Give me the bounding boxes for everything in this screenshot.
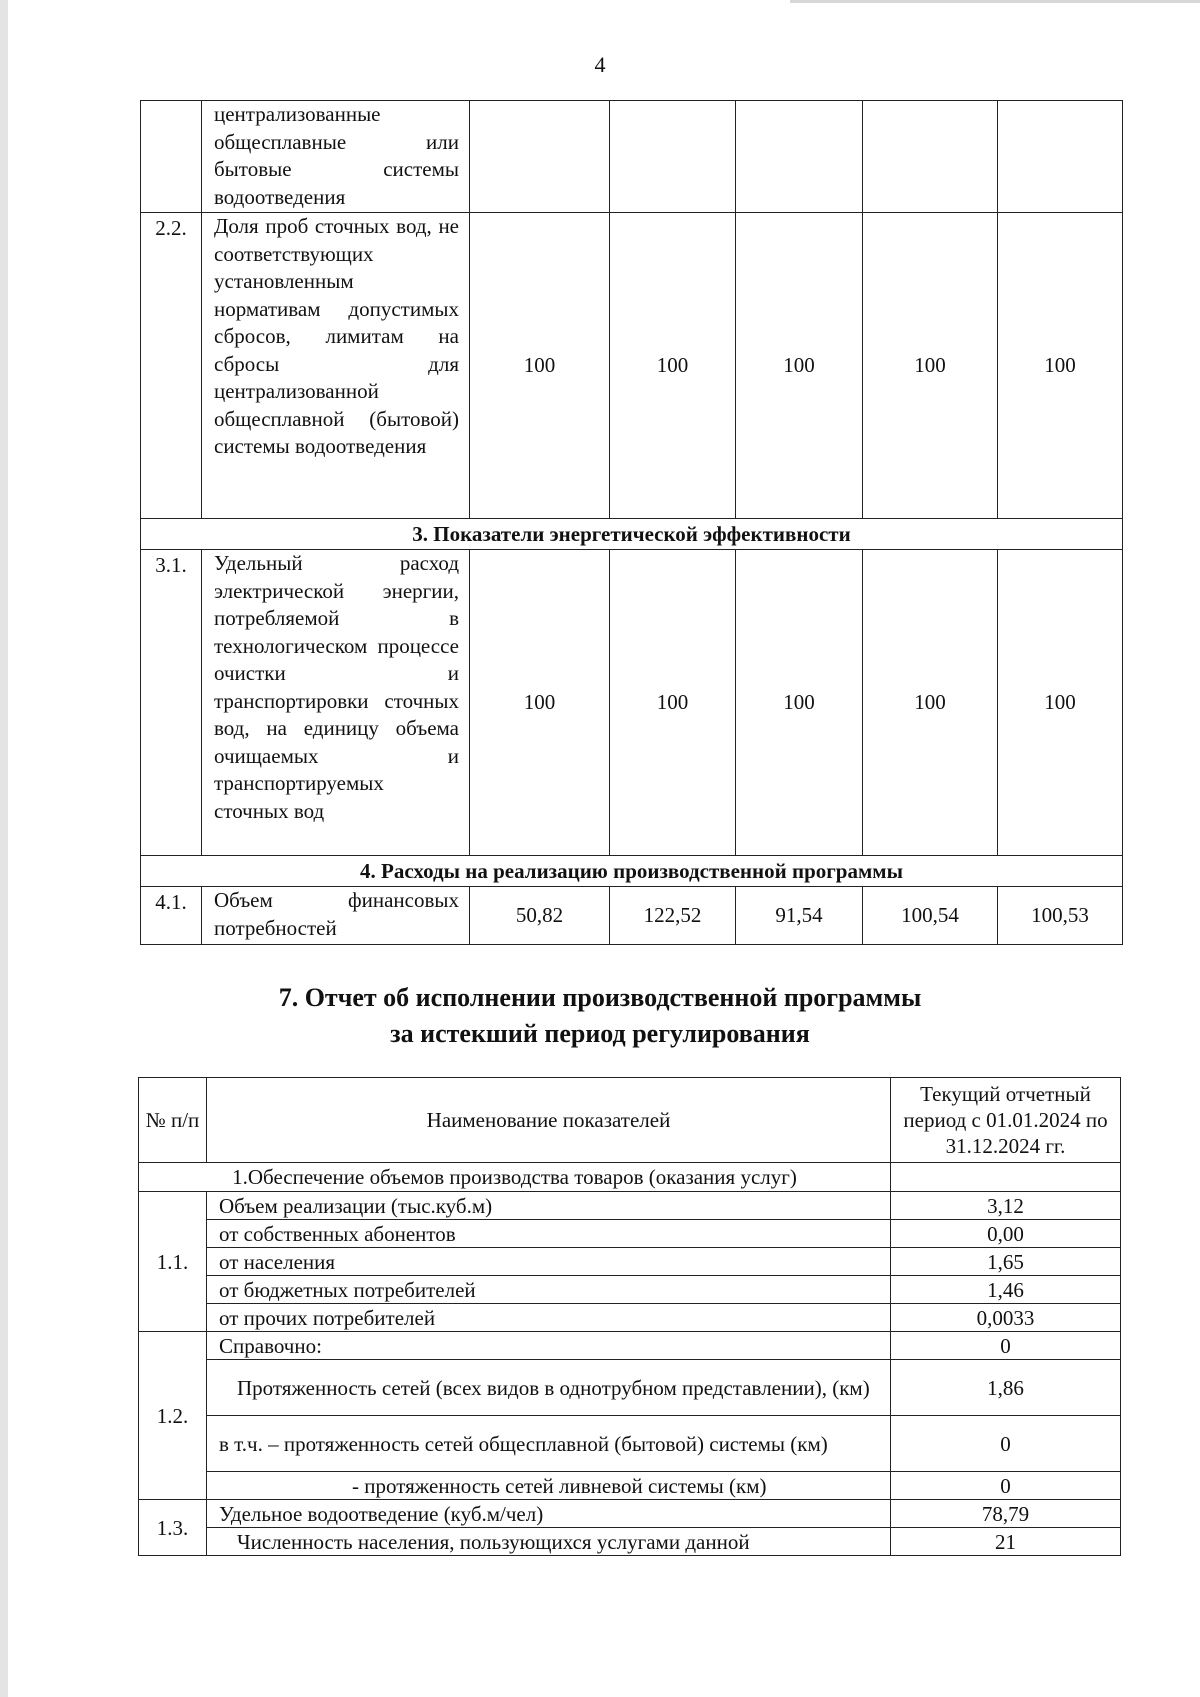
row-number [141,101,202,213]
indicator-name: Удельное водоотведение (куб.м/чел) [207,1500,891,1528]
value-cell: 100 [998,550,1123,856]
value-cell: 50,82 [470,887,610,945]
indicator-name: Численность населения, пользующихся услугами данной [207,1528,891,1556]
value-cell: 1,46 [891,1276,1121,1304]
value-cell: 0,00 [891,1220,1121,1248]
group-title: 1.Обеспечение объемов производства товаров (оказания услуг) [139,1163,891,1192]
table-row [139,1332,1121,1360]
header-period: Текущий отчетный период с 01.01.2024 по 31.12.2024 гг. [891,1078,1121,1163]
indicator-name: - протяженность сетей ливневой системы (км) [207,1472,891,1500]
value-cell: 100 [610,550,736,856]
value-cell: 100 [863,550,998,856]
value-cell: 100 [736,550,863,856]
indicator-name: Справочно: [207,1332,891,1360]
indicator-name: Доля проб сточных вод, не соответствующих установленным нормативам допустимых сбросов, лимитам на сбросы для централизованной общесплавной (бытовой) системы водоотведения [202,213,470,519]
table-row [139,1528,1121,1556]
indicator-name: Удельный расход электрической энергии, потребляемой в технологическом процессе очистки и транспортировки сточных вод, на единицу объема очищаемых и транспортируемых сточных вод [202,550,470,856]
table-row [139,1304,1121,1332]
value-cell: 0 [891,1472,1121,1500]
value-cell: 100 [470,213,610,519]
header-row [139,1078,1121,1163]
indicator-name: Объем финансовых потребностей [202,887,470,945]
value-cell [470,101,610,213]
table-row [141,887,1123,945]
indicator-name: от бюджетных потребителей [207,1276,891,1304]
value-cell: 91,54 [736,887,863,945]
value-cell [863,101,998,213]
table-row [139,1360,1121,1416]
value-cell: 100 [998,213,1123,519]
table-row [139,1472,1121,1500]
table-row [139,1416,1121,1472]
value-cell: 100 [736,213,863,519]
indicator-name: Объем реализации (тыс.куб.м) [207,1192,891,1220]
heading-line: за истекший период регулирования [390,1019,810,1048]
table-row [139,1500,1121,1528]
row-number: 3.1. [141,550,202,856]
value-cell [736,101,863,213]
indicator-name: от населения [207,1248,891,1276]
table-row [139,1192,1121,1220]
section-title: 3. Показатели энергетической эффективности [141,519,1123,550]
group-row [139,1163,1121,1192]
value-cell [610,101,736,213]
scan-edge [0,0,8,1697]
section-title: 4. Расходы на реализацию производственной программы [141,856,1123,887]
value-cell: 122,52 [610,887,736,945]
row-number: 1.3. [139,1500,207,1556]
indicator-name: от собственных абонентов [207,1220,891,1248]
value-cell: 0,0033 [891,1304,1121,1332]
table-row [139,1276,1121,1304]
indicator-name: в т.ч. – протяженность сетей общесплавной (бытовой) системы (км) [207,1416,891,1472]
value-cell: 21 [891,1528,1121,1556]
value-cell: 3,12 [891,1192,1121,1220]
table-row [139,1248,1121,1276]
indicator-name: Протяженность сетей (всех видов в однотрубном представлении), (км) [207,1360,891,1416]
row-number: 1.2. [139,1332,207,1500]
section-row [141,519,1123,550]
header-number: № п/п [139,1078,207,1163]
indicators-table [140,100,1123,945]
value-cell: 0 [891,1416,1121,1472]
row-number: 2.2. [141,213,202,519]
scan-edge-top [790,0,1200,3]
table-row [141,213,1123,519]
value-cell [998,101,1123,213]
table-row [141,101,1123,213]
value-cell: 100 [610,213,736,519]
row-number: 4.1. [141,887,202,945]
value-cell: 100 [470,550,610,856]
table-row [139,1220,1121,1248]
value-cell: 78,79 [891,1500,1121,1528]
indicator-name: от прочих потребителей [207,1304,891,1332]
value-cell: 100,54 [863,887,998,945]
header-title: Наименование показателей [207,1078,891,1163]
row-number: 1.1. [139,1192,207,1332]
heading-line: 7. Отчет об исполнении производственной программы [278,983,922,1012]
table-row [141,550,1123,856]
page-number: 4 [594,52,606,77]
value-cell: 100 [863,213,998,519]
value-cell: 1,86 [891,1360,1121,1416]
value-cell: 1,65 [891,1248,1121,1276]
value-cell: 0 [891,1332,1121,1360]
section-row [141,856,1123,887]
value-cell [891,1163,1121,1192]
section-heading [0,980,1200,1052]
indicator-name: централизованные общесплавные или бытовые системы водоотведения [202,101,470,213]
report-table [138,1077,1121,1556]
value-cell: 100,53 [998,887,1123,945]
